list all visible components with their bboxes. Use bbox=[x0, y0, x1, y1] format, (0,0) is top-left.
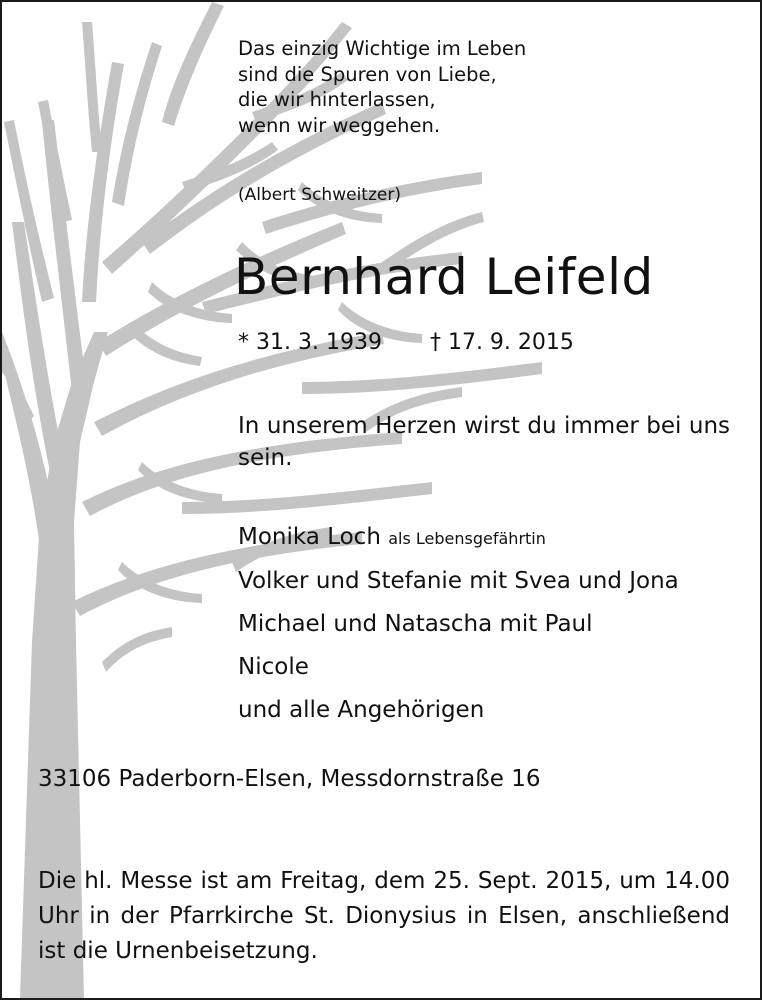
mourner-entry: Nicole bbox=[238, 654, 309, 680]
deceased-name: Bernhard Leifeld bbox=[234, 248, 654, 306]
mourner-role: als Lebensgefährtin bbox=[388, 529, 546, 548]
mourner-name: Monika Loch bbox=[238, 524, 381, 550]
quote-line: wenn wir weggehen. bbox=[238, 113, 441, 137]
quote-line: die wir hinterlassen, bbox=[238, 88, 436, 111]
birth-date: * 31. 3. 1939 bbox=[238, 330, 382, 355]
mourner-entry: Volker und Stefanie mit Svea und Jona bbox=[238, 568, 679, 594]
quote-author: (Albert Schweitzer) bbox=[238, 185, 401, 205]
quote-line: sind die Spuren von Liebe, bbox=[238, 62, 497, 86]
memorial-message: In unserem Herzen wirst du immer bei uns sein. bbox=[238, 413, 730, 471]
mourner-entry: Michael und Natascha mit Paul bbox=[238, 611, 593, 637]
mourner-entry: und alle Angehörigen bbox=[238, 697, 485, 723]
tree-illustration bbox=[2, 2, 562, 998]
life-dates bbox=[238, 330, 574, 355]
mourners-list bbox=[238, 516, 679, 732]
family-address: 33106 Paderborn-Elsen, Messdornstraße 16 bbox=[38, 766, 541, 792]
death-date: † 17. 9. 2015 bbox=[429, 330, 574, 355]
funeral-service-info: Die hl. Messe ist am Freitag, dem 25. Sept. 2015, um 14.00 Uhr in der Pfarrkirche St. Dionysius in Elsen, anschließend ist die Urnenbeisetzung. bbox=[38, 868, 730, 964]
quote bbox=[238, 36, 526, 138]
quote-line: Das einzig Wichtige im Leben bbox=[238, 37, 527, 60]
mourner-entry bbox=[238, 516, 679, 560]
